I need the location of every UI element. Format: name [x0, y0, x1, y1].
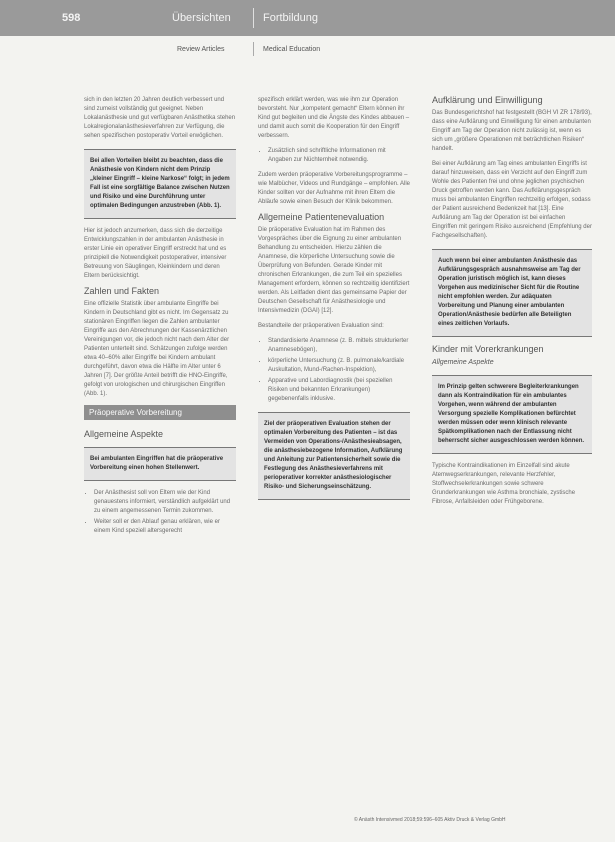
subheader-right: Medical Education: [263, 46, 321, 53]
subsection-heading: Allgemeine Aspekte: [432, 359, 494, 366]
highlight-box: Bei ambulanten Eingriffen hat die präoperative Vorbereitung einen hohen Stellenwert.: [84, 447, 236, 481]
paragraph: Zudem werden präoperative Vorbereitungsprogramme – wie Malbücher, Videos und Rundgänge – empfohlen. Alle Kinder sollten vor der Aufnahme mit ihren Eltern die Abläufe sowie einen Besuch der Klinik bekommen.: [258, 172, 410, 205]
paragraph: Die präoperative Evaluation hat im Rahmen des Vorgespräches über die Eignung zu einer ambulanten Behandlung zu entscheiden. Hierzu zählen die Anamnese, die körperliche Untersuchung sowie die Überprüfung von Befunden. Gerade Kinder mit chronischen Erkrankungen, die zum Teil ein spezielles Management erfordern, können so rechtzeitig identifiziert werden. Als Leitfaden dient das gemeinsame Papier der Deutschen Gesellschaft für Anästhesiologie und Intensivmedizin (DGAI) [12].: [258, 227, 410, 314]
section-band: Präoperative Vorbereitung: [84, 405, 236, 420]
paragraph: Typische Kontraindikationen im Einzelfall sind akute Atemwegserkrankungen, relevante Herzfehler, Stoffwechselerkrankungen sowie schwere Grunderkrankungen wie Asthma bronchiale, zystische Fibrose, Anfallsleiden oder Frühgeborene.: [432, 463, 576, 505]
highlight-box: Ziel der präoperativen Evaluation stehen der optimalen Vorbereitung des Patienten – ist das Vermeiden von Operations-/Anästhesieabsagen, die anästhesiebezogene Information, Aufklärung und Anleitung zur Patientensicherheit sowie die Festlegung des Anästhesieverfahrens mit perioperativer korrekter anästhesiologischer Risiko- und Sicherungseinschätzung.: [258, 412, 410, 500]
header-divider: [253, 8, 254, 28]
section-heading: Allgemeine Aspekte: [84, 429, 164, 439]
subheader-left: Review Articles: [177, 46, 225, 53]
section-heading: Allgemeine Patientenevaluation: [258, 212, 385, 222]
section-title-left: Übersichten: [172, 12, 231, 24]
highlight-box: Auch wenn bei einer ambulanten Anästhesie das Aufklärungsgespräch ausnahmsweise am Tag der Operation juristisch möglich ist, kann dieses Vorgehen aus medizinischer Sicht für die Routine nicht empfohlen werden. Zur adäquaten Vorbereitung und Planung einer ambulanten Operation/Anästhesie bedürfen alle Beteiligten eines zeitlichen Vorlaufs.: [432, 249, 592, 337]
list-item: • Der Anästhesist soll von Eltern wie der Kind genauestens informiert, verständlich aufgeklärt und zu einem angemessenen Termin zukommen.: [94, 489, 236, 516]
page-number: 598: [62, 12, 81, 24]
bullet-list: [258, 337, 410, 404]
list-item: • Apparative und Labordiagnostik (bei speziellen Risiken und bekannten Erkrankungen) gegebenenfalls inklusive.: [268, 377, 410, 404]
paragraph: Hier ist jedoch anzumerken, dass sich die derzeitige Entwicklungszahlen in der ambulanten Anästhesie in erster Linie ein operativer Eingriff erstreckt hat und es prinzipiell die Notwendigkeit postoperativer, intensiver Betreuung von Säuglingen, Kleinkindern und deren Eltern berücksichtigt.: [84, 228, 227, 279]
page-header: [0, 0, 615, 36]
paragraph: Eine offizielle Statistik über ambulante Eingriffe bei Kindern in Deutschland gibt es nicht. Im Gegensatz zu stationären Eingriffen liegen die Zahlen ambulanter Eingriffe aus den Abrechnungen der Kassenärztlichen Vereinigungen vor, die jedoch nicht nach dem Alter der Patienten unterteilt sind. Schätzungen zufolge werden etwa 40–60% aller Eingriffe bei Kindern ambulant durchgeführt, davon etwa die Hälfte im Alter unter 6 Jahren [7]. Der größte Anteil betrifft die HNO-Eingriffe, gefolgt von urologischen und chirurgischen Eingriffen (Abb. 1).: [84, 301, 230, 397]
bullet-list: [84, 489, 236, 536]
bullet-list: [258, 147, 410, 165]
paragraph: Das Bundesgerichtshof hat festgestellt (BGH VI ZR 178/93), dass eine Aufklärung und Einwilligung für einen ambulanten Eingriff am Tag der Operation nicht zulässig ist, wenn es sich um „größere Operationen mit beträchtlichen Risiken“ handelt.: [432, 110, 592, 152]
section-title-right: Fortbildung: [263, 12, 319, 24]
subheader-divider: [253, 42, 254, 56]
list-item: • Zusätzlich sind schriftliche Informationen mit Angaben zur Nüchternheit notwendig.: [268, 147, 410, 165]
paragraph: spezifisch erklärt werden, was wie ihm zur Operation bevorsteht. Nur „kompetent gemacht“ Eltern können ihr Kind gut begleiten und die Ängste des Kindes abbauen – und damit auch somit die Kooperation für den Eingriff verbessern.: [258, 97, 410, 139]
highlight-box: Bei allen Vorteilen bleibt zu beachten, dass die Anästhesie von Kindern nicht dem Prinzip „kleiner Eingriff – kleine Narkose“ folgt; in jedem Fall ist eine sorgfältige Balance zwischen Nutzen und Risiko und eine Durchführung unter optimalen Bedingungen anzustreben (Abb. 1).: [84, 149, 236, 219]
paragraph: Bestandteile der präoperativen Evaluation sind:: [258, 323, 384, 329]
page-footer: © Anästh Intensivmed 2018;59:596–605 Aktiv Druck & Verlag GmbH: [354, 817, 506, 823]
column-left: [84, 96, 236, 542]
list-item: • körperliche Untersuchung (z. B. pulmonale/kardiale Auskultation, Mund-/Rachen-Inspektion),: [268, 357, 410, 375]
section-heading: Kinder mit Vorerkrankungen: [432, 344, 544, 354]
column-middle: [258, 96, 410, 508]
section-heading: Aufklärung und Einwilligung: [432, 95, 543, 105]
section-heading: Zahlen und Fakten: [84, 286, 160, 296]
paragraph: sich in den letzten 20 Jahren deutlich verbessert und sind zumeist vollständig gut geeignet. Neben Lokalanästhesie und gut verfügbaren Anästhetika stehen Lokalregionalanästhesieverfahren zur Verfügung, die sehen spezifischen postoperativ Vorteil erwöglichen.: [84, 97, 236, 139]
list-item: • Weiter soll er den Ablauf genau erklären, wie er einem Kind speziell altersgerecht: [94, 518, 236, 536]
paragraph: Bei einer Aufklärung am Tag eines ambulanten Eingriffs ist darauf hinzuweisen, dass ein Verzicht auf den Eingriff zum Wohle des Patienten frei und ohne jeglichen psychischen Druck getroffen werden kann. Das Aufklärungsgespräch muss bei ambulanten Eingriffen rechtzeitig erfolgen, sodass der Patient ausreichend Bedenkzeit hat [13]. Eine Aufklärung am Tag der Operation ist bei einfachen Eingriffen mit geringem Risiko ausreichend (Empfehlung der Fachgesellschaften).: [432, 161, 592, 239]
column-right: [432, 96, 592, 513]
list-item: • Standardisierte Anamnese (z. B. mittels strukturierter Anamnesebögen),: [268, 337, 410, 355]
highlight-box: Im Prinzip gelten schwerere Begleiterkrankungen dann als Kontraindikation für ein ambulantes Vorgehen, wenn während der ambulanten Versorgung spezielle Komplikationen befürchtet werden müssen oder wenn klinisch relevante Spätkomplikationen nach der Entlassung nicht beherrscht sicher ausgeschlossen werden können.: [432, 375, 592, 454]
